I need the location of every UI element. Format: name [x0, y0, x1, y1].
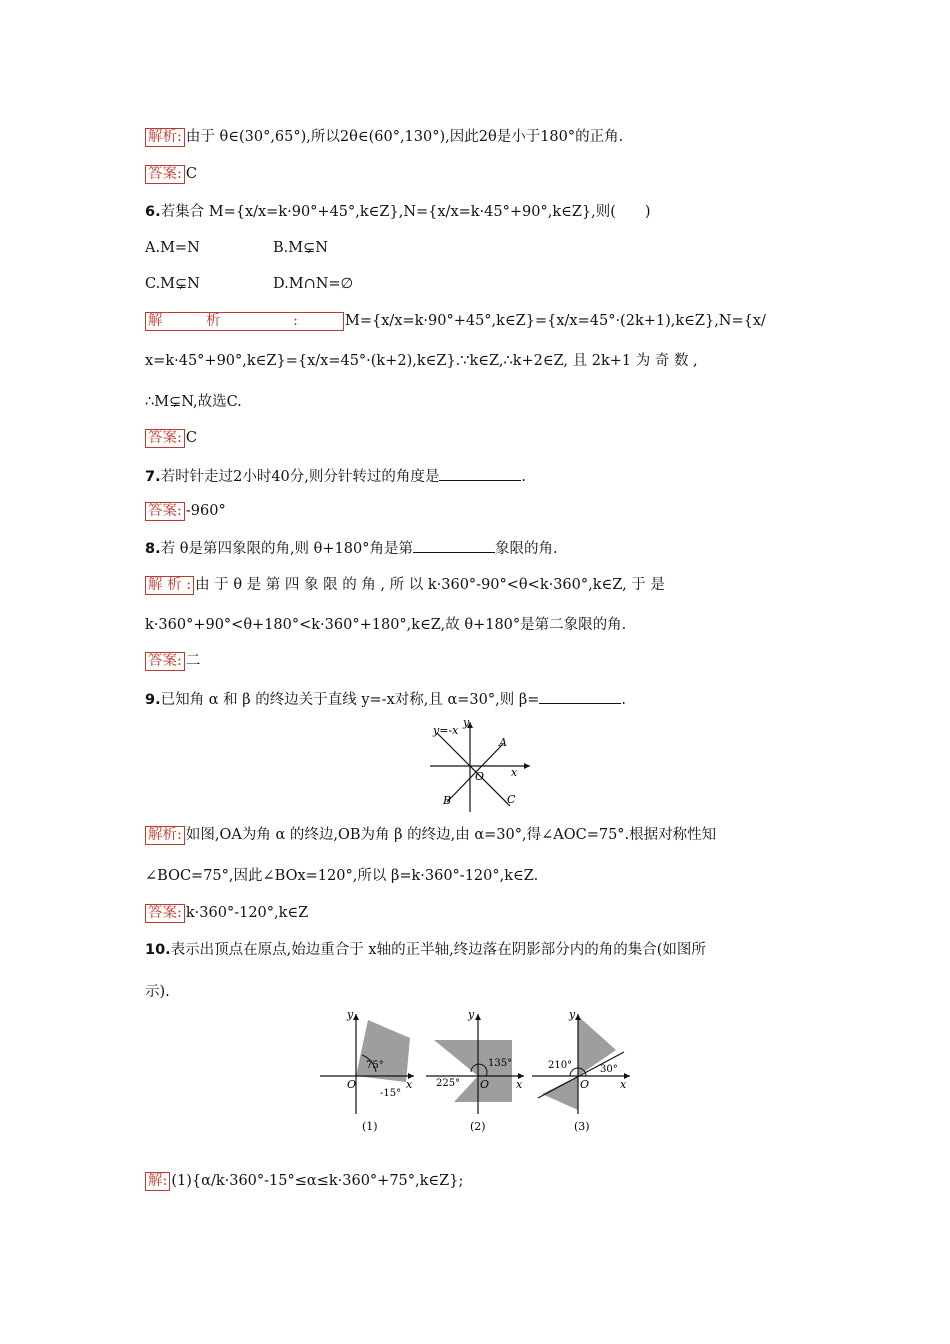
question-text: 表示出顶点在原点,始边重合于 x轴的正半轴,终边落在阴影部分内的角的集合(如图所: [170, 942, 706, 958]
point-b-label: B: [443, 794, 452, 807]
solution-tag: 解:: [145, 1172, 170, 1191]
question-end: .: [621, 692, 626, 708]
answer-tag: 答案:: [145, 165, 185, 184]
analysis-text: 如图,OA为角 α 的终边,OB为角 β 的终边,由 α=30°,得∠AOC=75°.根据对称性知: [185, 827, 717, 843]
answer-tag: 答案:: [145, 904, 185, 923]
caption: (1): [362, 1120, 378, 1133]
analysis-text: ∠BOC=75°,因此∠BOx=120°,所以 β=k·360°-120°,k∈Z.: [145, 868, 539, 884]
question-8: [145, 538, 558, 559]
option-a: [145, 238, 200, 258]
question-text: 若 θ是第四象限的角,则 θ+180°角是第: [160, 541, 413, 557]
q9-answer: [145, 903, 308, 923]
angle-label-1: 75°: [366, 1060, 384, 1071]
shaded-region: [356, 1020, 410, 1082]
y-label: y: [468, 1010, 475, 1021]
shaded-region: [434, 1040, 512, 1102]
analysis-text: k·360°+90°<θ+180°<k·360°+180°,k∈Z,故 θ+180°是第二象限的角.: [145, 617, 627, 633]
answer-tag: 答案:: [145, 652, 185, 671]
angle-label-1: 210°: [548, 1060, 573, 1071]
origin-label: O: [580, 1078, 590, 1091]
answer-blank: [413, 538, 495, 553]
line-label: y=-x: [433, 724, 459, 737]
q10-figure-1: [318, 1010, 418, 1135]
answer-text: C: [185, 430, 197, 446]
analysis-text: 由于 θ∈(30°,65°),所以2θ∈(60°,130°),因此2θ是小于180°的正角.: [185, 129, 624, 145]
q8-analysis-line2: [145, 615, 626, 635]
origin-label: O: [475, 770, 485, 783]
y-label: y: [347, 1010, 354, 1021]
question-number: 9.: [145, 692, 161, 708]
q6-analysis-line1: [145, 311, 766, 331]
solution-text: (1){α/k·360°-15°≤α≤k·360°+75°,k∈Z};: [171, 1173, 464, 1189]
caption: (2): [470, 1120, 486, 1133]
q6-answer: [145, 428, 197, 448]
question-text: 已知角 α 和 β 的终边关于直线 y=-x对称,且 α=30°,则 β=: [160, 692, 540, 708]
q7-answer: [145, 501, 226, 521]
x-label: x: [516, 1078, 523, 1091]
caption: (3): [574, 1120, 590, 1133]
option-b: [273, 238, 328, 258]
q8-analysis-line1: [145, 575, 665, 595]
question-10-cont: [145, 982, 170, 1002]
origin-label: O: [480, 1078, 490, 1091]
x-arrow-icon: [524, 763, 530, 769]
question-9: [145, 689, 626, 710]
option-d-text: D.M∩N=∅: [273, 276, 354, 292]
analysis-text: x=k·45°+90°,k∈Z}={x/x=45°·(k+2),k∈Z}.∵k∈Z,∴k+2∈Z, 且 2k+1 为 奇 数 ,: [145, 353, 698, 369]
x-label: x: [511, 766, 518, 779]
y-arrow-icon: [353, 1014, 359, 1020]
answer-text: 二: [185, 653, 201, 669]
answer-text: -960°: [185, 503, 226, 519]
option-c-text: C.M⊊N: [145, 276, 200, 292]
question-end: 象限的角.: [494, 541, 558, 557]
point-a-label: A: [499, 736, 507, 749]
analysis-text: 由 于 θ 是 第 四 象 限 的 角 , 所 以 k·360°-90°<θ<k·360°,k∈Z, 于 是: [195, 577, 665, 593]
answer-blank: [439, 466, 521, 481]
y-label: y: [569, 1010, 576, 1021]
q10-solution: [145, 1171, 463, 1191]
question-10: [145, 940, 706, 960]
answer-blank: [539, 689, 621, 704]
answer-line-5: [145, 164, 197, 184]
q9-figure: [425, 718, 535, 814]
question-text: 若时针走过2小时40分,则分针转过的角度是: [160, 469, 440, 485]
answer-tag: 答案:: [145, 502, 185, 521]
analysis-text: ∴M⊊N,故选C.: [145, 394, 242, 410]
angle-label-2: -15°: [380, 1088, 402, 1099]
q10-figure-3: [530, 1010, 634, 1135]
analysis-line-5: [145, 127, 623, 147]
question-text: 若集合 M={x/x=k·90°+45°,k∈Z},N={x/x=k·45°+90°,k∈Z},则( ): [160, 204, 651, 220]
question-text: 示).: [145, 984, 170, 1000]
option-c: [145, 274, 200, 294]
q10-figure-2: [424, 1010, 528, 1135]
analysis-tag: 解析:: [145, 128, 185, 147]
question-number: 8.: [145, 541, 161, 557]
question-end: .: [521, 469, 527, 485]
analysis-tag: 解 析 :: [145, 312, 344, 331]
analysis-tag: 解析:: [145, 826, 185, 845]
q6-analysis-line2: [145, 351, 698, 371]
question-number: 7.: [145, 469, 161, 485]
question-6: [145, 202, 651, 222]
angle-label-2: 225°: [436, 1078, 461, 1089]
answer-text: k·360°-120°,k∈Z: [185, 905, 309, 921]
analysis-tag: 解 析 :: [145, 576, 194, 595]
q9-analysis-line1: [145, 825, 716, 845]
x-label: x: [620, 1078, 627, 1091]
angle-label-2: 30°: [600, 1064, 618, 1075]
y-arrow-icon: [475, 1014, 481, 1020]
analysis-text: M={x/x=k·90°+45°,k∈Z}={x/x=45°·(2k+1),k∈Z},N={x/: [345, 313, 766, 329]
option-d: [273, 274, 353, 294]
answer-tag: 答案:: [145, 429, 185, 448]
y-label: y: [463, 718, 470, 729]
point-c-label: C: [507, 793, 516, 806]
origin-label: O: [347, 1078, 357, 1091]
q6-analysis-line3: [145, 392, 242, 412]
option-b-text: B.M⊊N: [273, 240, 328, 256]
answer-text: C: [185, 166, 197, 182]
y-arrow-icon: [575, 1014, 581, 1020]
option-a-text: A.M=N: [145, 240, 200, 256]
question-7: [145, 466, 526, 487]
q9-analysis-line2: [145, 866, 538, 886]
x-label: x: [406, 1078, 413, 1091]
q8-answer: [145, 651, 200, 671]
angle-label-1: 135°: [488, 1058, 513, 1069]
question-number: 6.: [145, 204, 161, 220]
question-number: 10.: [145, 942, 171, 958]
